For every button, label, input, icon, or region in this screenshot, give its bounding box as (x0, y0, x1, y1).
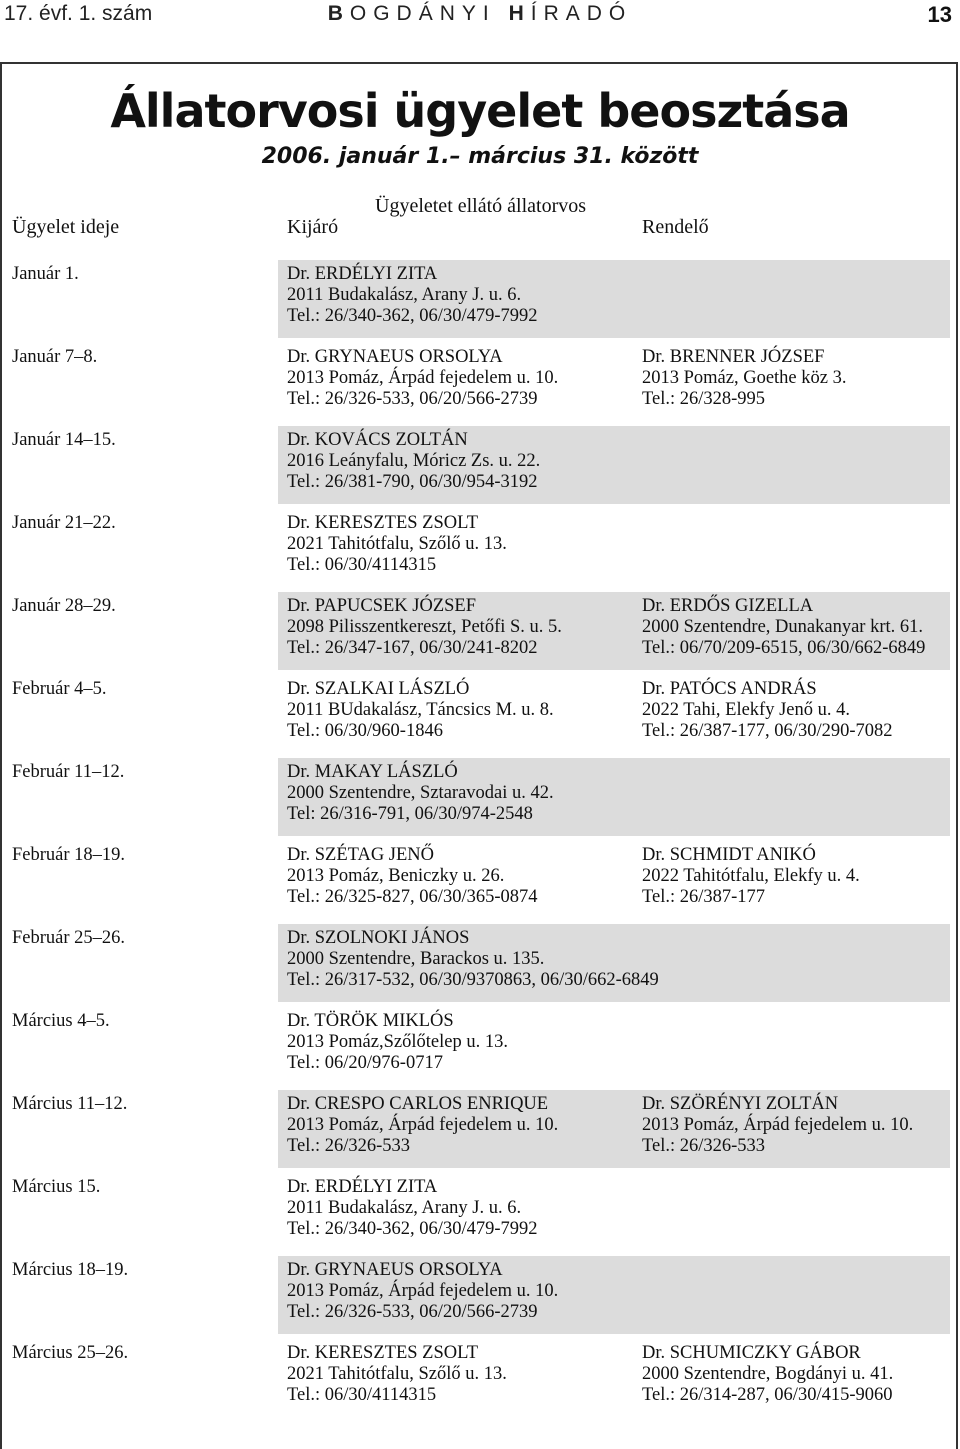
kijaro-vet-name: Dr. SZÉTAG JENŐ (287, 845, 435, 865)
kijaro-vet-address: 2013 Pomáz, Beniczky u. 26. (287, 866, 505, 886)
schedule-entry (0, 673, 960, 756)
entry-date: Február 25–26. (12, 928, 126, 948)
publication-initial-b: B (327, 2, 350, 25)
schedule-entry (0, 1171, 960, 1254)
rendelo-vet-name: Dr. SZÖRÉNYI ZOLTÁN (642, 1094, 839, 1114)
kijaro-vet (287, 1177, 538, 1240)
kijaro-vet-address: 2013 Pomáz, Árpád fejedelem u. 10. (287, 368, 559, 388)
rendelo-vet-address: 2000 Szentendre, Dunakanyar krt. 61. (642, 617, 924, 637)
kijaro-vet-address: 2011 BUdakalász, Táncsics M. u. 8. (287, 700, 554, 720)
kijaro-vet-phone: Tel.: 26/325-827, 06/30/365-0874 (287, 887, 538, 907)
kijaro-vet (287, 1260, 558, 1323)
kijaro-vet-address: 2016 Leányfalu, Móricz Zs. u. 22. (287, 451, 541, 471)
kijaro-vet-address: 2000 Szentendre, Barackos u. 135. (287, 949, 545, 969)
kijaro-vet-address: 2013 Pomáz,Szőlőtelep u. 13. (287, 1032, 508, 1052)
rendelo-vet (642, 1343, 893, 1406)
rendelo-vet-name: Dr. PATÓCS ANDRÁS (642, 679, 817, 699)
kijaro-vet-name: Dr. ERDÉLYI ZITA (287, 264, 438, 284)
rendelo-vet-address: 2022 Tahitótfalu, Elekfy u. 4. (642, 866, 860, 886)
rendelo-vet (642, 347, 847, 410)
entry-date: Március 11–12. (12, 1094, 128, 1114)
kijaro-vet-phone: Tel.: 26/326-533 (287, 1136, 411, 1156)
publication-part-2: ÍRADÓ (530, 2, 633, 25)
rendelo-vet (642, 1094, 913, 1157)
entry-date: Február 18–19. (12, 845, 126, 865)
rendelo-vet-address: 2013 Pomáz, Árpád fejedelem u. 10. (642, 1115, 914, 1135)
schedule-entry (0, 258, 960, 341)
rendelo-vet-phone: Tel.: 26/326-533 (642, 1136, 766, 1156)
rendelo-vet-phone: Tel.: 26/328-995 (642, 389, 766, 409)
rendelo-vet-name: Dr. SCHMIDT ANIKÓ (642, 845, 816, 865)
schedule-entry (0, 922, 960, 1005)
kijaro-vet-name: Dr. SZOLNOKI JÁNOS (287, 928, 470, 948)
entry-date: Március 18–19. (12, 1260, 129, 1280)
duty-schedule-list (0, 258, 960, 1420)
entry-date: Február 4–5. (12, 679, 107, 699)
kijaro-vet-phone: Tel.: 26/317-532, 06/30/9370863, 06/30/662-6849 (287, 970, 659, 990)
column-header-rendelo: Rendelő (642, 216, 709, 238)
kijaro-vet-address: 2098 Pilisszentkereszt, Petőfi S. u. 5. (287, 617, 562, 637)
schedule-entry (0, 341, 960, 424)
kijaro-vet-name: Dr. MAKAY LÁSZLÓ (287, 762, 458, 782)
kijaro-vet (287, 1343, 507, 1406)
kijaro-vet (287, 264, 538, 327)
schedule-entry (0, 1337, 960, 1420)
kijaro-vet-phone: Tel.: 06/30/4114315 (287, 555, 437, 575)
kijaro-vet (287, 845, 538, 908)
publication-initial-h: H (508, 2, 531, 25)
kijaro-vet-name: Dr. KOVÁCS ZOLTÁN (287, 430, 468, 450)
publication-part-1: OGDÁNYI (349, 2, 509, 25)
kijaro-vet (287, 513, 507, 576)
page-number: 13 (927, 2, 952, 27)
column-header-date: Ügyelet ideje (12, 216, 120, 238)
schedule-entry (0, 1254, 960, 1337)
entry-date: Január 21–22. (12, 513, 116, 533)
rendelo-vet-name: Dr. SCHUMICZKY GÁBOR (642, 1343, 861, 1363)
rendelo-vet-address: 2000 Szentendre, Bogdányi u. 41. (642, 1364, 894, 1384)
entry-date: Március 15. (12, 1177, 101, 1197)
kijaro-vet-name: Dr. PAPUCSEK JÓZSEF (287, 596, 477, 616)
entry-date: Január 1. (12, 264, 79, 284)
kijaro-vet (287, 762, 554, 825)
rendelo-vet-name: Dr. ERDŐS GIZELLA (642, 596, 814, 616)
kijaro-vet-name: Dr. SZALKAI LÁSZLÓ (287, 679, 470, 699)
entry-date: Március 25–26. (12, 1343, 129, 1363)
entry-date: Január 14–15. (12, 430, 116, 450)
kijaro-vet (287, 347, 558, 410)
rendelo-vet-phone: Tel.: 26/314-287, 06/30/415-9060 (642, 1385, 893, 1405)
rendelo-vet (642, 596, 925, 659)
schedule-entry (0, 507, 960, 590)
kijaro-vet-phone: Tel: 26/316-791, 06/30/974-2548 (287, 804, 533, 824)
entry-date: Február 11–12. (12, 762, 125, 782)
kijaro-vet-name: Dr. KERESZTES ZSOLT (287, 1343, 479, 1363)
kijaro-vet-phone: Tel.: 26/381-790, 06/30/954-3192 (287, 472, 538, 492)
entry-date: Január 7–8. (12, 347, 98, 367)
kijaro-vet-phone: Tel.: 26/340-362, 06/30/479-7992 (287, 1219, 538, 1239)
kijaro-vet (287, 1011, 508, 1074)
rendelo-vet-name: Dr. BRENNER JÓZSEF (642, 347, 825, 367)
schedule-entry (0, 1005, 960, 1088)
column-header-kijaro: Kijáró (287, 216, 339, 238)
column-group-header: Ügyeletet ellátó állatorvos (375, 195, 587, 217)
kijaro-vet-address: 2011 Budakalász, Arany J. u. 6. (287, 1198, 522, 1218)
kijaro-vet-name: Dr. GRYNAEUS ORSOLYA (287, 1260, 503, 1280)
kijaro-vet-name: Dr. KERESZTES ZSOLT (287, 513, 479, 533)
kijaro-vet (287, 928, 659, 991)
rendelo-vet (642, 679, 893, 742)
kijaro-vet-phone: Tel.: 06/30/4114315 (287, 1385, 437, 1405)
kijaro-vet-phone: Tel.: 26/347-167, 06/30/241-8202 (287, 638, 538, 658)
kijaro-vet-name: Dr. TÖRÖK MIKLÓS (287, 1011, 454, 1031)
schedule-entry (0, 590, 960, 673)
rendelo-vet (642, 845, 860, 908)
issue-label: 17. évf. 1. szám (4, 2, 153, 25)
kijaro-vet-phone: Tel.: 26/326-533, 06/20/566-2739 (287, 1302, 538, 1322)
page-header (0, 0, 960, 34)
page-title: Állatorvosi ügyelet beosztása (110, 84, 850, 138)
kijaro-vet-address: 2013 Pomáz, Árpád fejedelem u. 10. (287, 1115, 559, 1135)
entry-date: Március 4–5. (12, 1011, 110, 1031)
kijaro-vet (287, 596, 562, 659)
kijaro-vet-address: 2013 Pomáz, Árpád fejedelem u. 10. (287, 1281, 559, 1301)
rendelo-vet-address: 2013 Pomáz, Goethe köz 3. (642, 368, 847, 388)
publication-name (0, 2, 960, 26)
kijaro-vet-name: Dr. CRESPO CARLOS ENRIQUE (287, 1094, 549, 1114)
kijaro-vet-phone: Tel.: 26/326-533, 06/20/566-2739 (287, 389, 538, 409)
schedule-entry (0, 424, 960, 507)
entry-date: Január 28–29. (12, 596, 116, 616)
rendelo-vet-phone: Tel.: 06/70/209-6515, 06/30/662-6849 (642, 638, 926, 658)
rendelo-vet-phone: Tel.: 26/387-177 (642, 887, 766, 907)
kijaro-vet-phone: Tel.: 06/20/976-0717 (287, 1053, 443, 1073)
rendelo-vet-address: 2022 Tahi, Elekfy Jenő u. 4. (642, 700, 850, 720)
page-subtitle: 2006. január 1.– március 31. között (261, 144, 699, 169)
kijaro-vet (287, 430, 540, 493)
kijaro-vet-name: Dr. ERDÉLYI ZITA (287, 1177, 438, 1197)
schedule-entry (0, 756, 960, 839)
schedule-entry (0, 1088, 960, 1171)
kijaro-vet-phone: Tel.: 26/340-362, 06/30/479-7992 (287, 306, 538, 326)
kijaro-vet-address: 2011 Budakalász, Arany J. u. 6. (287, 285, 522, 305)
kijaro-vet-name: Dr. GRYNAEUS ORSOLYA (287, 347, 503, 367)
schedule-entry (0, 839, 960, 922)
kijaro-vet-address: 2021 Tahitótfalu, Szőlő u. 13. (287, 1364, 507, 1384)
kijaro-vet (287, 1094, 558, 1157)
kijaro-vet-address: 2000 Szentendre, Sztaravodai u. 42. (287, 783, 554, 803)
kijaro-vet-address: 2021 Tahitótfalu, Szőlő u. 13. (287, 534, 507, 554)
kijaro-vet (287, 679, 554, 742)
rendelo-vet-phone: Tel.: 26/387-177, 06/30/290-7082 (642, 721, 893, 741)
kijaro-vet-phone: Tel.: 06/30/960-1846 (287, 721, 443, 741)
